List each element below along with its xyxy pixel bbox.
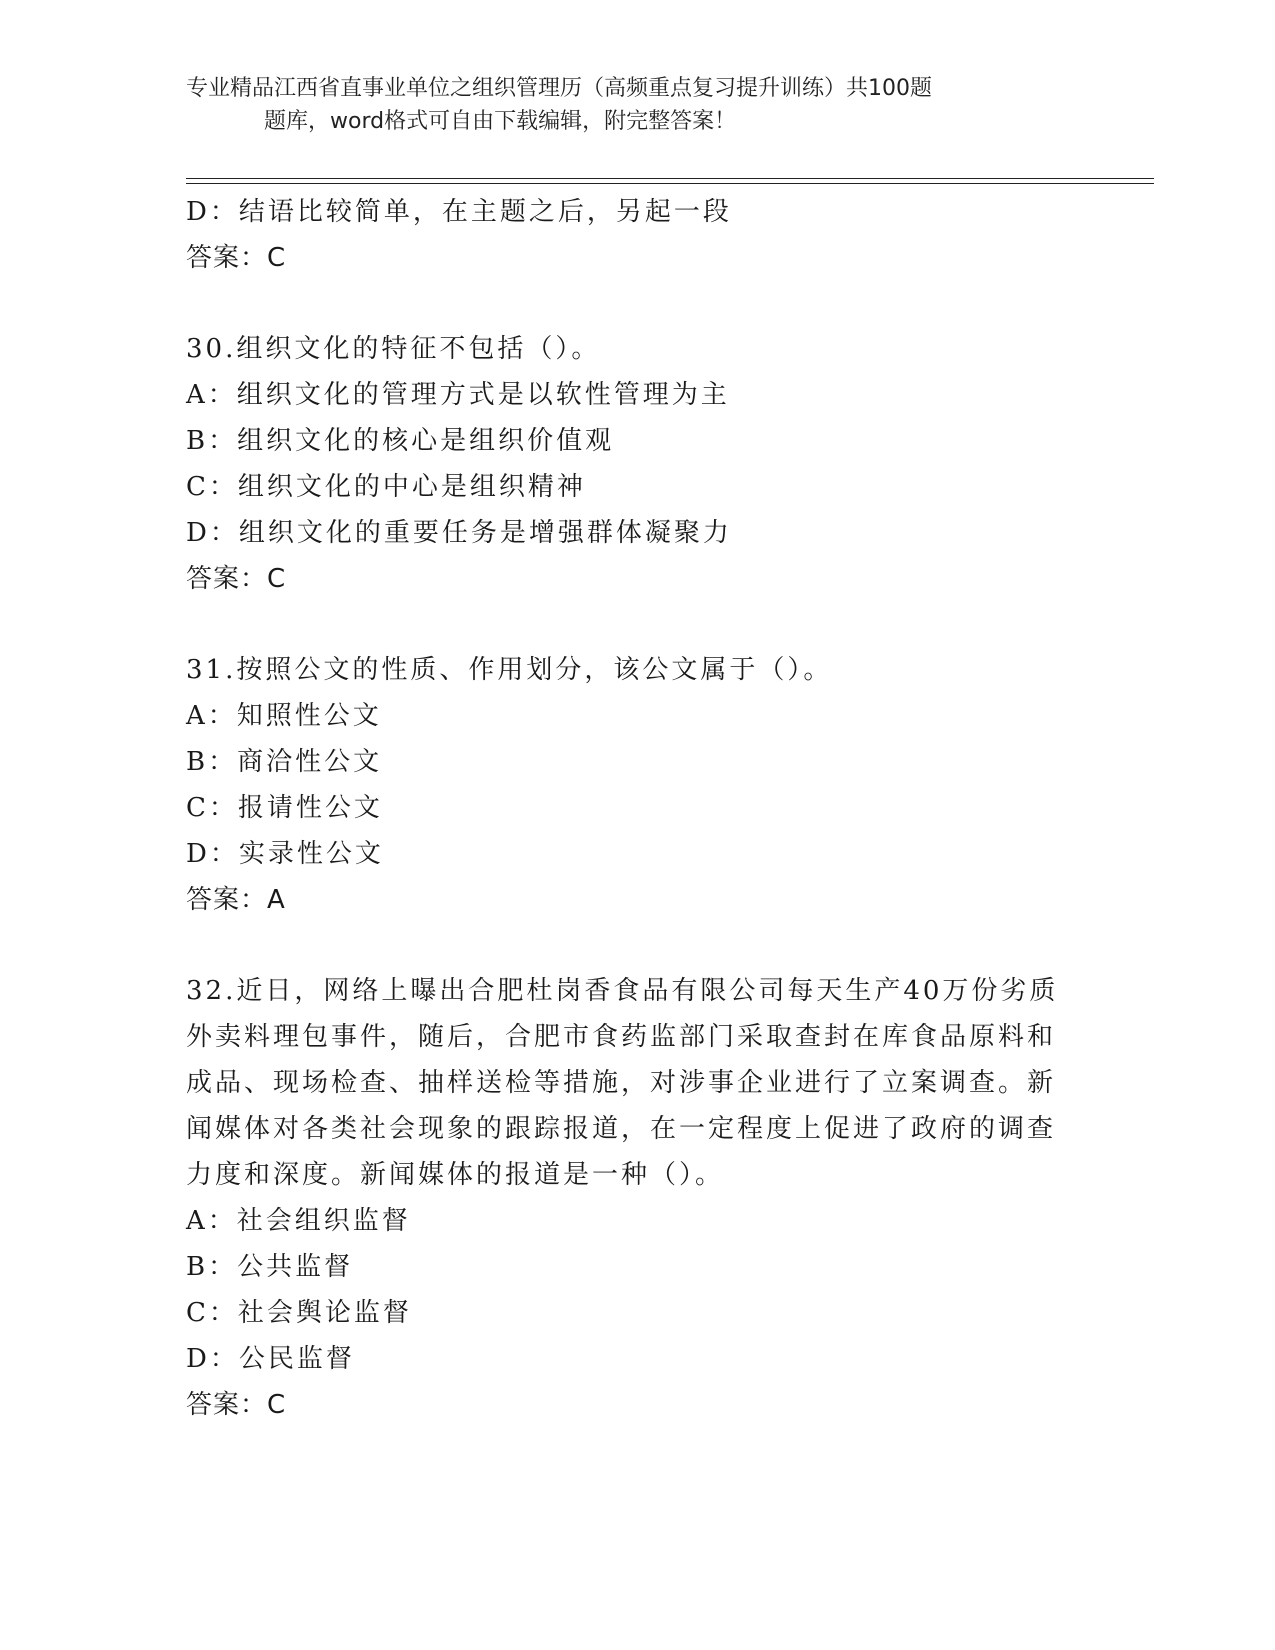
option-a: A：社会组织监督 [186, 1206, 411, 1236]
option-b: B：商洽性公文 [186, 747, 383, 777]
question-stem [186, 968, 1066, 1198]
question-block [186, 647, 1066, 923]
spacer [186, 602, 1066, 647]
question-list [186, 189, 1066, 1428]
answer-line: 答案：C [186, 243, 287, 273]
document-header [186, 72, 1046, 138]
option-d: D：实录性公文 [186, 839, 384, 869]
option-a: A：知照性公文 [186, 701, 382, 731]
question-stem-line: 成品、现场检查、抽样送检等措施，对涉事企业进行了立案调查。新 [186, 1068, 1057, 1098]
question-block [186, 326, 1066, 602]
header-divider-top [186, 178, 1154, 179]
option-d: D：结语比较简单，在主题之后，另起一段 [186, 197, 732, 227]
option-d: D：组织文化的重要任务是增强群体凝聚力 [186, 518, 732, 548]
answer-line: 答案：A [186, 885, 286, 915]
option-b: B：公共监督 [186, 1252, 354, 1282]
question-stem-line: 闻媒体对各类社会现象的跟踪报道，在一定程度上促进了政府的调查 [186, 1114, 1057, 1144]
header-title-line1: 专业精品江西省直事业单位之组织管理历（高频重点复习提升训练）共100题 [186, 76, 932, 101]
option-c: C：报请性公文 [186, 793, 383, 823]
spacer [186, 923, 1066, 968]
option-a: A：组织文化的管理方式是以软性管理为主 [186, 380, 730, 410]
answer-line: 答案：C [186, 564, 287, 594]
option-c: C：社会舆论监督 [186, 1298, 412, 1328]
question-stem: 31.按照公文的性质、作用划分，该公文属于（）。 [186, 655, 833, 685]
header-divider-bottom [186, 183, 1154, 184]
option-c: C：组织文化的中心是组织精神 [186, 472, 586, 502]
answer-line: 答案：C [186, 1390, 287, 1420]
header-title-line2: 题库，word格式可自由下载编辑，附完整答案！ [264, 109, 737, 134]
option-d: D：公民监督 [186, 1344, 355, 1374]
option-b: B：组织文化的核心是组织价值观 [186, 426, 615, 456]
question-block [186, 968, 1066, 1428]
question-stem-line: 力度和深度。新闻媒体的报道是一种（）。 [186, 1160, 725, 1190]
question-stem-line: 外卖料理包事件，随后，合肥市食药监部门采取查封在库食品原料和 [186, 1022, 1057, 1052]
question-stem: 30.组织文化的特征不包括（）。 [186, 334, 601, 364]
spacer [186, 281, 1066, 326]
question-stem-line: 32.近日，网络上曝出合肥杜岗香食品有限公司每天生产40万份劣质 [186, 976, 1059, 1006]
